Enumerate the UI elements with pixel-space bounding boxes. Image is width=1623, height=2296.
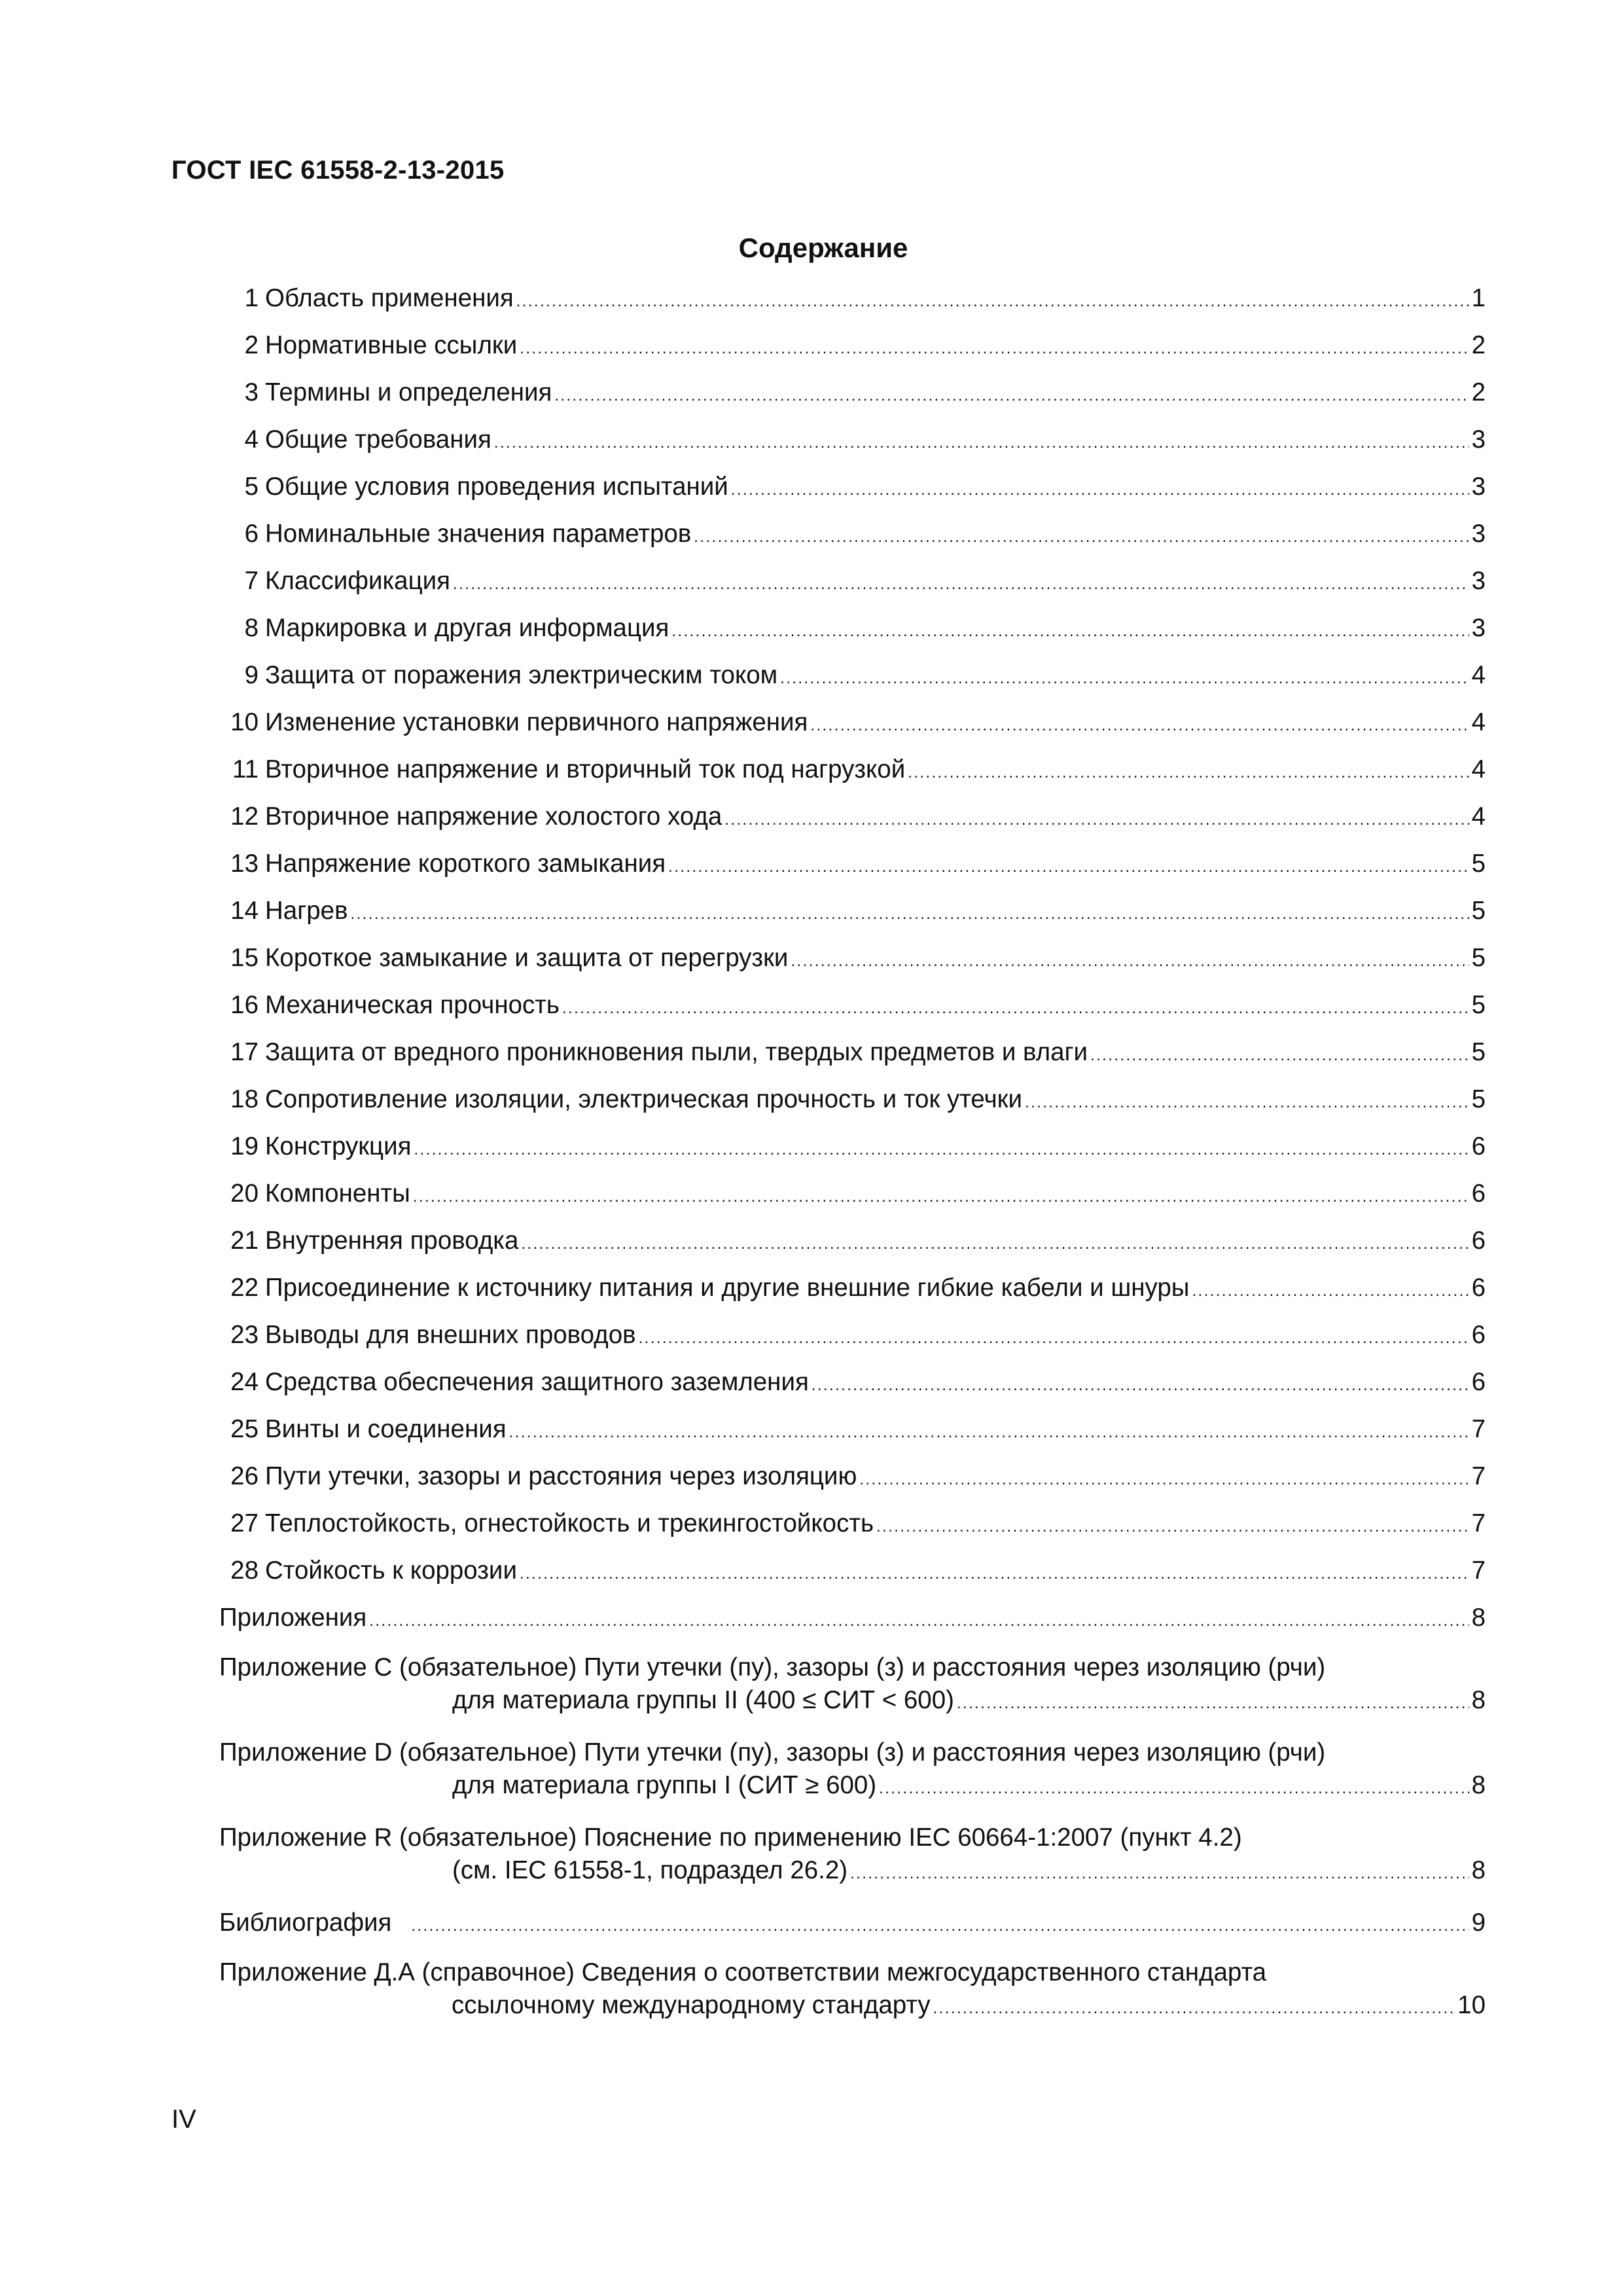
toc-entry-page: 5 [1471,1038,1486,1066]
dot-leader [1090,1037,1469,1071]
toc-entry-page: 7 [1471,1509,1486,1537]
toc-entry[interactable] [219,990,1486,1037]
toc-entry[interactable] [219,1225,1486,1272]
toc-entry-page: 5 [1471,1085,1486,1113]
dot-leader [1025,1084,1469,1119]
toc-entry[interactable] [219,424,1486,471]
toc-entry-subtitle: для материала группы I (СИТ ≥ 600) [452,1771,877,1799]
toc-entry[interactable] [219,471,1486,518]
toc-entry-page: 4 [1471,661,1486,689]
toc-entry-page: 3 [1471,567,1486,595]
toc-entry-number: 22 [230,1274,259,1302]
toc-entry-number: 28 [230,1556,259,1585]
dot-leader [668,848,1469,883]
dot-leader [724,801,1469,836]
toc-entry[interactable] [219,895,1486,942]
toc-entry-page: 7 [1471,1556,1486,1585]
toc-entry-page: 4 [1471,708,1486,736]
dot-leader [554,377,1469,412]
toc-entry-title: Средства обеспечения защитного заземления [265,1368,809,1396]
toc-entry[interactable] [219,660,1486,707]
toc-entry-number: 15 [230,944,259,972]
toc-entry-number: 18 [230,1085,259,1113]
toc-entry-number: 1 [244,284,259,312]
toc-entry[interactable] [219,942,1486,990]
toc-entry-title: Маркировка и другая информация [265,614,669,642]
toc-entry-title: Приложение R (обязательное) Пояснение по применению IEC 60664-1:2007 (пункт 4.2) [219,1823,1242,1852]
toc-entry[interactable] [219,801,1486,848]
toc-entry-number: 26 [230,1462,259,1490]
toc-entry-page: 5 [1471,850,1486,878]
toc-entry-number: 20 [230,1179,259,1208]
toc-entry-title: Короткое замыкание и защита от перегрузки [265,944,789,972]
toc-entry-number: 5 [244,473,259,501]
toc-entry-number: 14 [230,897,259,925]
dot-leader [812,1367,1469,1401]
toc-entry-title: Стойкость к коррозии [265,1556,517,1585]
toc-entry[interactable] [219,754,1486,801]
dot-leader [453,565,1469,600]
toc-entry-appendices[interactable] [219,1602,1486,1649]
toc-entry-title: Приложения [219,1604,367,1632]
toc-entry[interactable] [219,1555,1486,1602]
toc-entry[interactable] [219,377,1486,424]
dot-leader [411,1907,1469,1942]
toc-entry-page: 8 [1471,1771,1486,1799]
toc-entry-page: 6 [1471,1321,1486,1349]
toc-entry-page: 6 [1471,1179,1486,1208]
toc-entry[interactable] [219,565,1486,613]
toc-entry-number: 24 [230,1368,259,1396]
toc-entry-number: 21 [230,1227,259,1255]
toc-entry-title: Пути утечки, зазоры и расстояния через изоляцию [265,1462,857,1490]
toc-entry-subtitle: ссылочному международному стандарту [452,1991,931,2019]
toc-entry-bibliography[interactable] [219,1907,1486,1954]
toc-entry[interactable] [219,1508,1486,1555]
toc-entry-page: 3 [1471,614,1486,642]
toc-entry-number: 13 [230,850,259,878]
toc-entry-number: 9 [244,661,259,689]
toc-entry-number: 12 [230,802,259,831]
dot-leader [562,990,1469,1024]
toc-entry-number: 27 [230,1509,259,1537]
toc-entry[interactable] [219,330,1486,377]
toc-entry-page: 7 [1471,1462,1486,1490]
toc-entry-page: 3 [1471,473,1486,501]
toc-entry-number: 7 [244,567,259,595]
toc-entry-title: Теплостойкость, огнестойкость и трекингостойкость [265,1509,874,1537]
dot-leader [694,518,1469,553]
dot-leader [520,1555,1469,1590]
dot-leader [957,1685,1469,1719]
toc-entry-title: Выводы для внешних проводов [265,1321,636,1349]
toc-entry-page: 1 [1471,284,1486,312]
table-of-contents [219,283,1486,2042]
toc-entry-page: 4 [1471,802,1486,831]
dot-leader [859,1461,1469,1496]
toc-entry[interactable] [219,1319,1486,1367]
toc-entry-page: 6 [1471,1274,1486,1302]
toc-entry-page: 10 [1457,1991,1486,2019]
toc-entry-title: Сопротивление изоляции, электрическая прочность и ток утечки [265,1085,1022,1113]
toc-entry-page: 4 [1471,755,1486,783]
toc-entry-title: Общие требования [265,425,491,454]
toc-entry-title: Защита от вредного проникновения пыли, твердых предметов и влаги [265,1038,1088,1066]
toc-entry-number: 11 [232,755,259,783]
toc-entry[interactable] [219,1131,1486,1178]
toc-entry[interactable] [219,1084,1486,1131]
toc-entry-title: Компоненты [265,1179,410,1208]
toc-entry-number: 3 [244,378,259,406]
toc-entry-title: Внутренняя проводка [265,1227,519,1255]
toc-entry[interactable] [219,1461,1486,1508]
toc-entry-title: Общие условия проведения испытаний [265,473,728,501]
dot-leader [516,283,1469,317]
toc-entry-number: 8 [244,614,259,642]
dot-leader [933,1990,1455,2024]
toc-entry-number: 4 [244,425,259,454]
toc-entry-page: 3 [1471,520,1486,548]
toc-entry-title: Номинальные значения параметров [265,520,692,548]
toc-entry[interactable] [219,613,1486,660]
toc-entry-title: Библиография [219,1909,392,1937]
toc-entry-page: 7 [1471,1415,1486,1443]
toc-entry-number: 19 [230,1132,259,1160]
toc-entry-number: 6 [244,520,259,548]
toc-entry-title: Классификация [265,567,450,595]
toc-entry-page: 8 [1471,1686,1486,1714]
toc-entry[interactable] [219,707,1486,754]
toc-entry[interactable] [219,283,1486,330]
dot-leader [494,424,1469,459]
toc-entry-annex-c[interactable] [219,1652,1486,1717]
toc-entry-page: 3 [1471,425,1486,454]
toc-entry-title: Присоединение к источнику питания и другие внешние гибкие кабели и шнуры [265,1274,1190,1302]
toc-entry-page: 8 [1471,1604,1486,1632]
toc-entry-subtitle: (см. IEC 61558-1, подраздел 26.2) [452,1856,848,1884]
toc-entry-number: 2 [244,331,259,359]
dot-leader [850,1855,1469,1890]
dot-leader [509,1414,1469,1448]
dot-leader [671,613,1469,647]
dot-leader [369,1602,1469,1637]
page-number: IV [171,2105,196,2134]
toc-entry-page: 2 [1471,378,1486,406]
dot-leader [1192,1272,1469,1307]
dot-leader [791,942,1469,977]
dot-leader [780,660,1469,694]
toc-entry-page: 8 [1471,1856,1486,1884]
toc-entry-page: 6 [1471,1132,1486,1160]
toc-entry-title: Приложение С (обязательное) Пути утечки (пу), зазоры (з) и расстояния через изоляцию (рчи) [219,1653,1326,1681]
toc-entry-page: 5 [1471,897,1486,925]
dot-leader [810,707,1469,742]
toc-entry-annex-da[interactable] [219,1957,1486,2022]
toc-entry[interactable] [219,1367,1486,1414]
toc-entry-page: 5 [1471,991,1486,1019]
dot-leader [879,1770,1469,1804]
toc-entry-title: Нагрев [265,897,348,925]
toc-entry[interactable] [219,1272,1486,1319]
toc-entry-subtitle: для материала группы II (400 ≤ СИТ < 600) [452,1686,954,1714]
toc-entry-page: 9 [1471,1909,1486,1937]
dot-leader [908,754,1469,789]
toc-entry-page: 2 [1471,331,1486,359]
document-id: ГОСТ IEC 61558-2-13-2015 [171,156,505,185]
toc-entry-title: Конструкция [265,1132,412,1160]
dot-leader [731,471,1469,506]
toc-entry-title: Приложение D (обязательное) Пути утечки (пу), зазоры (з) и расстояния через изоляцию (рчи) [219,1738,1326,1767]
toc-entry[interactable] [219,1178,1486,1225]
toc-entry-annex-r[interactable] [219,1822,1486,1888]
toc-entry-title: Механическая прочность [265,991,560,1019]
dot-leader [521,1225,1469,1260]
toc-entry-number: 16 [230,991,259,1019]
toc-entry-title: Винты и соединения [265,1415,507,1443]
dot-leader [413,1178,1469,1213]
toc-entry-title: Напряжение короткого замыкания [265,850,666,878]
dot-leader [351,895,1469,930]
toc-entry-number: 25 [230,1415,259,1443]
dot-leader [520,330,1469,365]
toc-entry-title: Защита от поражения электрическим током [265,661,778,689]
toc-entry-title: Вторичное напряжение и вторичный ток под нагрузкой [265,755,906,783]
toc-entry-title: Приложение Д.А (справочное) Сведения о соответствии межгосударственного стандарта [219,1958,1267,1986]
dot-leader [639,1319,1469,1354]
toc-entry[interactable] [219,1414,1486,1461]
toc-entry-page: 6 [1471,1227,1486,1255]
toc-entry[interactable] [219,1037,1486,1084]
toc-entry-number: 17 [230,1038,259,1066]
toc-entry-title: Изменение установки первичного напряжения [265,708,808,736]
toc-entry[interactable] [219,518,1486,565]
dot-leader [876,1508,1469,1543]
toc-entry-title: Термины и определения [265,378,552,406]
toc-entry-number: 10 [230,708,259,736]
toc-entry-title: Вторичное напряжение холостого хода [265,802,722,831]
toc-entry-annex-d[interactable] [219,1737,1486,1803]
toc-entry-title: Область применения [265,284,514,312]
toc-entry-number: 23 [230,1321,259,1349]
toc-entry-page: 5 [1471,944,1486,972]
toc-entry-title: Нормативные ссылки [265,331,518,359]
toc-entries [219,283,1486,1602]
dot-leader [414,1131,1469,1166]
toc-entry[interactable] [219,848,1486,895]
toc-title: Содержание [738,232,908,263]
toc-entry-page: 6 [1471,1368,1486,1396]
